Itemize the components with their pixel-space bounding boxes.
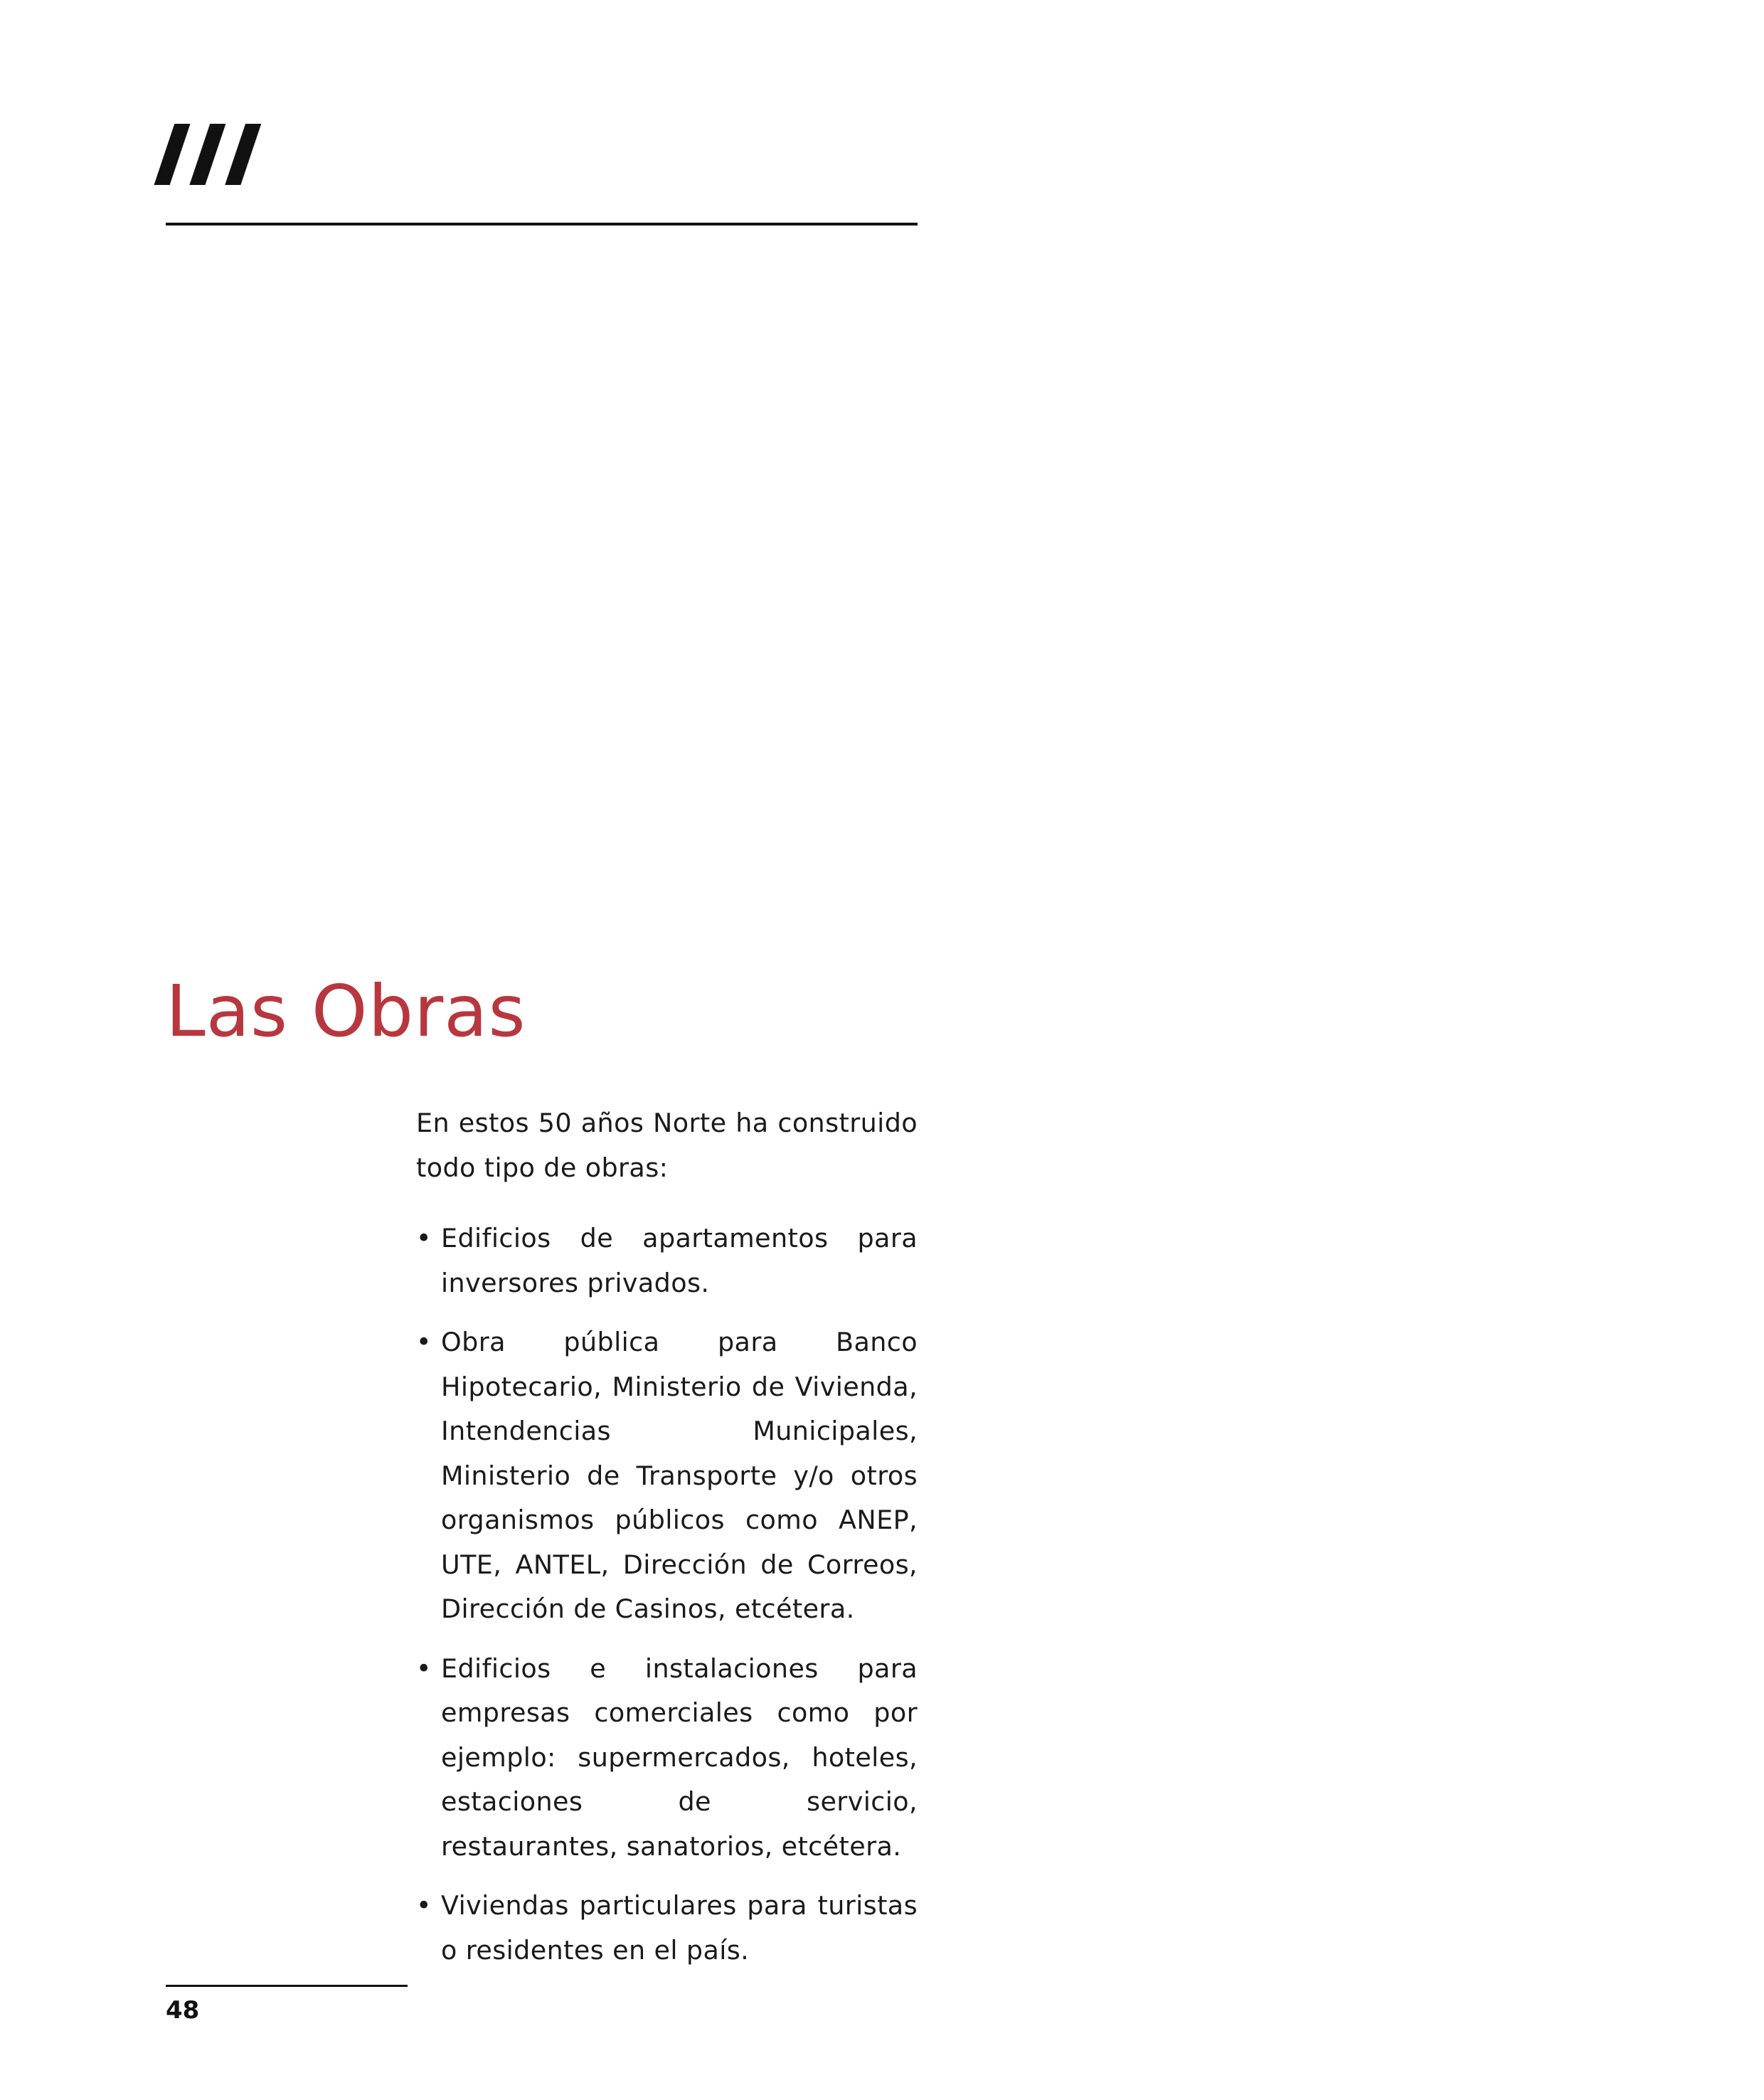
bullet-icon: • [416, 1223, 432, 1253]
bullet-icon: • [416, 1327, 432, 1357]
chapter-number: III [149, 107, 270, 205]
header-divider [166, 223, 918, 226]
list-item-text: Edificios e instalaciones para empresas comerciales como por ejemplo: supermercados, hoteles, estaciones de servicio, restaurantes, sanatorios, etcétera. [441, 1653, 918, 1862]
body-text-column [416, 1101, 918, 1988]
footer-divider [166, 1985, 408, 1987]
list-item [416, 1884, 918, 1973]
list-item [416, 1647, 918, 1870]
page-number: 48 [166, 1996, 200, 2025]
list-item-text: Viviendas particulares para turistas o residentes en el país. [441, 1890, 918, 1966]
list-item [416, 1216, 918, 1305]
bullet-icon: • [416, 1890, 432, 1921]
bullet-icon: • [416, 1653, 432, 1684]
list-item [416, 1320, 918, 1632]
section-title: Las Obras [166, 970, 526, 1053]
works-list [416, 1216, 918, 1973]
list-item-text: Edificios de apartamentos para inversores privados. [441, 1223, 918, 1298]
intro-paragraph: En estos 50 años Norte ha construido todo tipo de obras: [416, 1108, 918, 1183]
list-item-text: Obra pública para Banco Hipotecario, Ministerio de Vivienda, Intendencias Municipales, Ministerio de Transporte y/o otros organismos públicos como ANEP, UTE, ANTEL, Dirección de Correos, Dirección de Casinos, etcétera. [441, 1327, 918, 1624]
